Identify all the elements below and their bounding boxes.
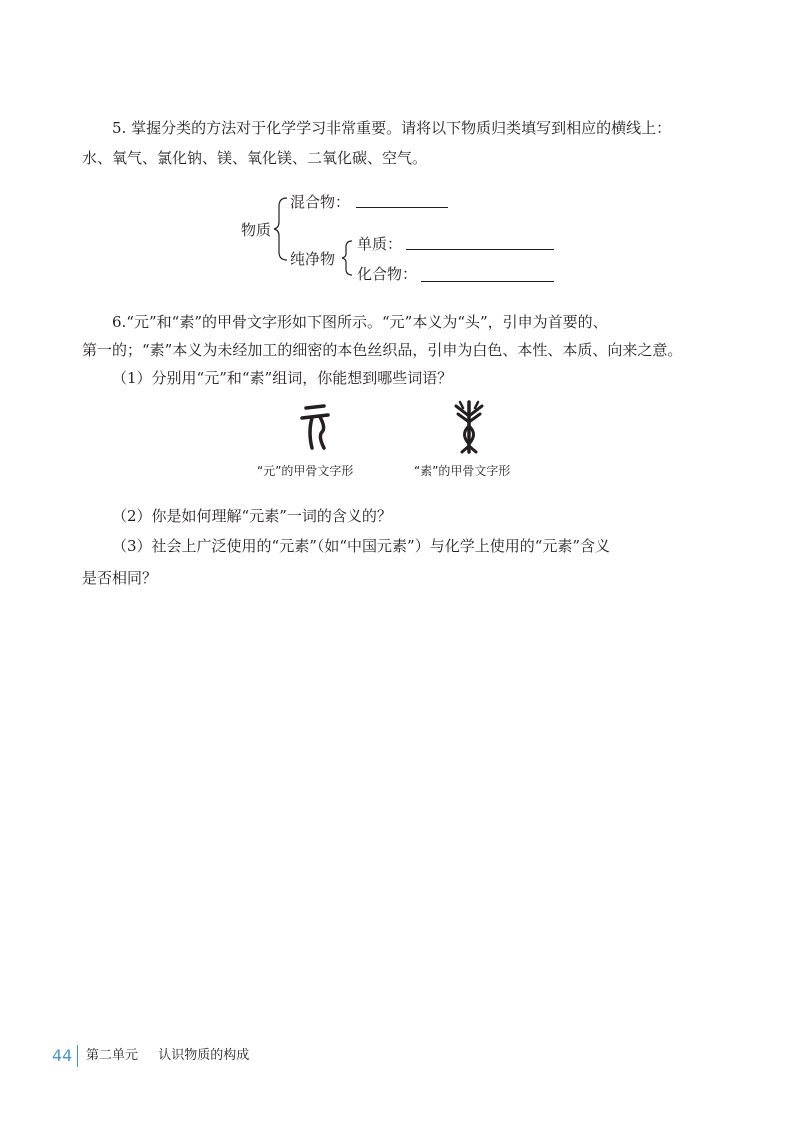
caption-su: “素”的甲骨文字形 xyxy=(414,464,511,478)
footer-divider xyxy=(77,1045,78,1067)
mixture-answer-line[interactable] xyxy=(356,207,448,208)
main-brace xyxy=(274,198,287,260)
pure-substance-label: 纯净物 xyxy=(290,250,336,268)
q5-line-1: 5. 掌握分类的方法对于化学学习非常重要。请将以下物质归类填写到相应的横线上： xyxy=(112,119,672,137)
diagram-root-label: 物质 xyxy=(241,221,272,239)
footer-title xyxy=(86,1047,249,1065)
q5-line-2: 水、氧气、氯化钠、镁、氧化镁、二氧化碳、空气。 xyxy=(82,149,428,167)
element-label: 单质： xyxy=(357,235,403,253)
q6-sub3-line-2: 是否相同？ xyxy=(82,569,158,587)
caption-yuan: “元”的甲骨文字形 xyxy=(257,464,354,478)
q6-sub2: （2）你是如何理解“元素”一词的含义的？ xyxy=(112,507,392,525)
pure-substance-brace xyxy=(342,241,352,275)
q6-line-1: 6.“元”和“素”的甲骨文字形如下图所示。“元”本义为“头”，引申为首要的、 xyxy=(112,313,608,331)
oracle-su-glyph xyxy=(452,400,486,454)
element-answer-line[interactable] xyxy=(406,249,554,250)
footer-unit: 第二单元 xyxy=(86,1048,139,1063)
compound-answer-line[interactable] xyxy=(421,281,554,282)
page-number: 44 xyxy=(52,1046,73,1065)
mixture-label: 混合物： xyxy=(290,193,351,211)
compound-label: 化合物： xyxy=(357,265,418,283)
q6-sub1: （1）分别用“元”和“素”组词，你能想到哪些词语？ xyxy=(112,369,453,387)
q6-sub3-line-1: （3）社会上广泛使用的“元素”（如“中国元素”）与化学上使用的“元素”含义 xyxy=(112,537,611,555)
footer-chapter: 认识物质的构成 xyxy=(158,1048,250,1063)
oracle-yuan-glyph xyxy=(298,402,334,452)
q6-line-2: 第一的；“素”本义为未经加工的细密的本色丝织品，引申为白色、本性、本质、向来之意。 xyxy=(82,341,683,359)
